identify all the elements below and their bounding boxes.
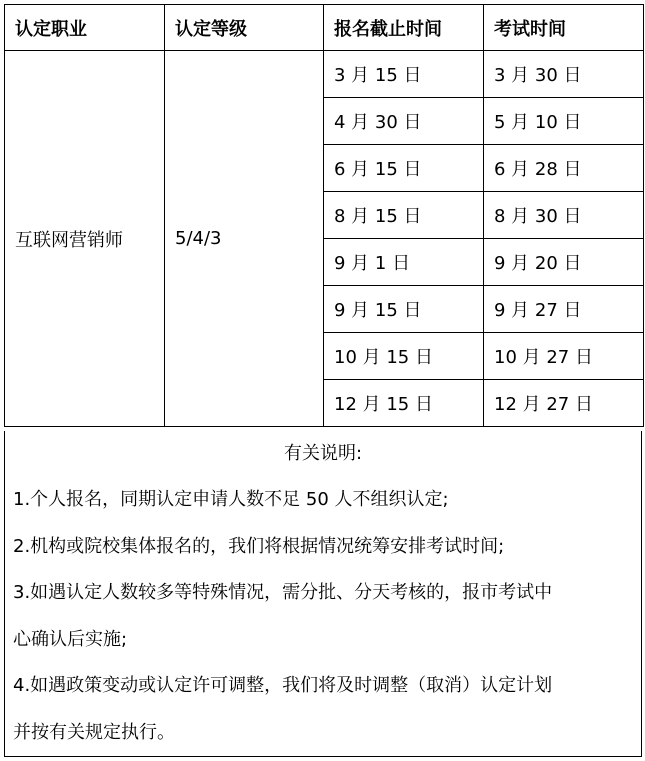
notes-line: 1.个人报名，同期认定申请人数不足 50 人不组织认定; (13, 489, 449, 510)
level-cell: 5/4/3 (165, 51, 324, 427)
header-exam-time: 考试时间 (484, 5, 644, 51)
exam-cell: 10 月 27 日 (484, 333, 644, 380)
notes-title: 有关说明: (283, 443, 363, 464)
table-header-row (5, 5, 644, 51)
notes-section (4, 431, 642, 757)
exam-cell: 6 月 28 日 (484, 145, 644, 192)
deadline-cell: 8 月 15 日 (324, 192, 484, 239)
header-level: 认定等级 (165, 5, 324, 51)
exam-cell: 9 月 20 日 (484, 239, 644, 286)
deadline-cell: 12 月 15 日 (324, 380, 484, 427)
notes-line: 2.机构或院校集体报名的，我们将根据情况统筹安排考试时间; (13, 535, 505, 557)
deadline-cell: 9 月 1 日 (324, 239, 484, 286)
deadline-cell: 4 月 30 日 (324, 98, 484, 145)
exam-cell: 12 月 27 日 (484, 380, 644, 427)
occupation-cell: 互联网营销师 (5, 51, 165, 427)
deadline-cell: 9 月 15 日 (324, 286, 484, 333)
table-row (5, 51, 644, 98)
notes-line: 心确认后实施; (13, 628, 128, 650)
notes-line: 3.如遇认定人数较多等特殊情况，需分批、分天考核的，报市考试中 (13, 582, 553, 603)
exam-cell: 5 月 10 日 (484, 98, 644, 145)
exam-cell: 8 月 30 日 (484, 192, 644, 239)
deadline-cell: 10 月 15 日 (324, 333, 484, 380)
header-occupation: 认定职业 (5, 5, 165, 51)
notes-line: 4.如遇政策变动或认定许可调整，我们将及时调整（取消）认定计划 (13, 675, 553, 696)
exam-cell: 9 月 27 日 (484, 286, 644, 333)
deadline-cell: 6 月 15 日 (324, 145, 484, 192)
deadline-cell: 3 月 15 日 (324, 51, 484, 98)
notes-line: 并按有关规定执行。 (13, 721, 175, 743)
exam-cell: 3 月 30 日 (484, 51, 644, 98)
header-deadline: 报名截止时间 (324, 5, 484, 51)
schedule-table (4, 4, 644, 427)
